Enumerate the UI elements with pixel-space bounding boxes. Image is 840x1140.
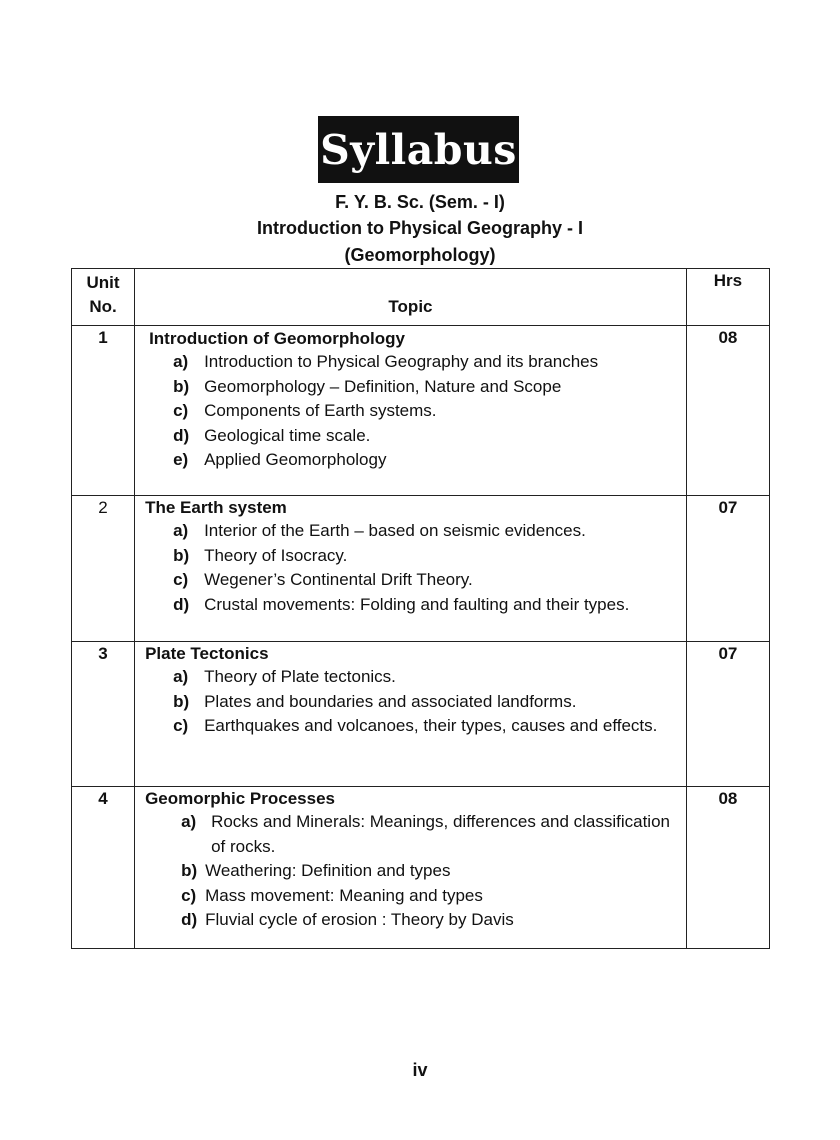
- header-hrs: Hrs: [686, 269, 769, 326]
- list-item: [145, 665, 678, 690]
- list-item: [145, 690, 678, 715]
- unit-heading: Geomorphic Processes: [145, 789, 335, 808]
- header-no-label: No.: [89, 297, 117, 316]
- list-item: [145, 448, 678, 473]
- item-label: c): [173, 401, 189, 420]
- header-topic: Topic: [135, 269, 687, 326]
- item-text: Introduction to Physical Geography and its branches: [204, 352, 599, 371]
- item-label: d): [173, 425, 190, 445]
- item-text: Crustal movements: Folding and faulting and their types.: [204, 594, 630, 614]
- item-text: Earthquakes and volcanoes, their types, causes and effects.: [204, 716, 658, 735]
- list-item: [145, 424, 678, 449]
- item-text: Interior of the Earth – based on seismic evidences.: [204, 521, 586, 540]
- topic-list: [145, 665, 678, 739]
- item-label: b): [181, 861, 198, 880]
- list-item: [145, 544, 678, 569]
- topic-cell: [135, 787, 687, 949]
- item-label: b): [173, 691, 190, 711]
- course-subject: (Geomorphology): [344, 245, 496, 265]
- topic-cell: [135, 642, 687, 787]
- item-label: c): [181, 885, 197, 905]
- unit-number: 3: [72, 642, 135, 787]
- table-row: [72, 496, 770, 642]
- syllabus-table: [71, 268, 770, 949]
- table-row: [72, 642, 770, 787]
- unit-hours: 07: [686, 642, 769, 787]
- list-item: [145, 375, 678, 400]
- course-semester: F. Y. B. Sc. (Sem. - I): [335, 192, 505, 212]
- table-row: [72, 787, 770, 949]
- page-number: iv: [412, 1060, 428, 1080]
- item-label: b): [173, 376, 190, 396]
- unit-number: 2: [72, 496, 135, 642]
- item-label: c): [173, 716, 189, 735]
- list-item: [145, 568, 678, 593]
- item-text: Geomorphology – Definition, Nature and Scope: [204, 376, 562, 396]
- unit-hours: 08: [686, 326, 769, 496]
- topic-list: [145, 519, 678, 617]
- item-label: a): [173, 352, 189, 371]
- list-item: [145, 859, 678, 884]
- table-header-row: [72, 269, 770, 326]
- item-text: Rocks and Minerals: Meanings, differences and classification of rocks.: [211, 812, 670, 856]
- item-text: Mass movement: Meaning and types: [205, 885, 483, 905]
- item-text: Theory of Plate tectonics.: [204, 667, 396, 686]
- unit-number: 4: [72, 787, 135, 949]
- item-text: Theory of Isocracy.: [204, 545, 348, 565]
- item-label: b): [173, 545, 190, 565]
- item-text: Wegener’s Continental Drift Theory.: [204, 570, 473, 589]
- syllabus-title: Syllabus: [318, 116, 519, 183]
- list-item: [145, 908, 678, 933]
- topic-list: [145, 350, 678, 473]
- unit-number: 1: [72, 326, 135, 496]
- item-label: c): [173, 570, 189, 589]
- unit-heading: The Earth system: [145, 498, 287, 517]
- item-label: d): [173, 594, 190, 614]
- list-item: [145, 399, 678, 424]
- unit-hours: 08: [686, 787, 769, 949]
- list-item: [145, 714, 678, 739]
- list-item: [145, 593, 678, 618]
- topic-list: [145, 810, 678, 933]
- unit-hours: 07: [686, 496, 769, 642]
- course-title: Introduction to Physical Geography - I: [256, 218, 584, 238]
- topic-cell: [135, 496, 687, 642]
- item-label: e): [173, 450, 189, 469]
- topic-cell: [135, 326, 687, 496]
- table-row: [72, 326, 770, 496]
- list-item: [145, 884, 678, 909]
- item-label: a): [173, 521, 189, 540]
- unit-heading: Plate Tectonics: [145, 644, 269, 663]
- item-label: d): [181, 910, 198, 929]
- header-unit-label: Unit: [86, 273, 120, 292]
- item-text: Components of Earth systems.: [204, 401, 437, 420]
- item-text: Fluvial cycle of erosion : Theory by Davis: [205, 910, 514, 929]
- item-text: Geological time scale.: [204, 425, 371, 445]
- list-item: [145, 350, 678, 375]
- item-label: a): [181, 812, 197, 831]
- unit-heading: Introduction of Geomorphology: [149, 329, 405, 348]
- item-text: Weathering: Definition and types: [205, 861, 451, 880]
- header-unit-no: [72, 269, 135, 326]
- item-text: Plates and boundaries and associated landforms.: [204, 691, 577, 711]
- item-text: Applied Geomorphology: [204, 450, 387, 469]
- item-label: a): [173, 667, 189, 686]
- list-item: [145, 810, 678, 859]
- list-item: [145, 519, 678, 544]
